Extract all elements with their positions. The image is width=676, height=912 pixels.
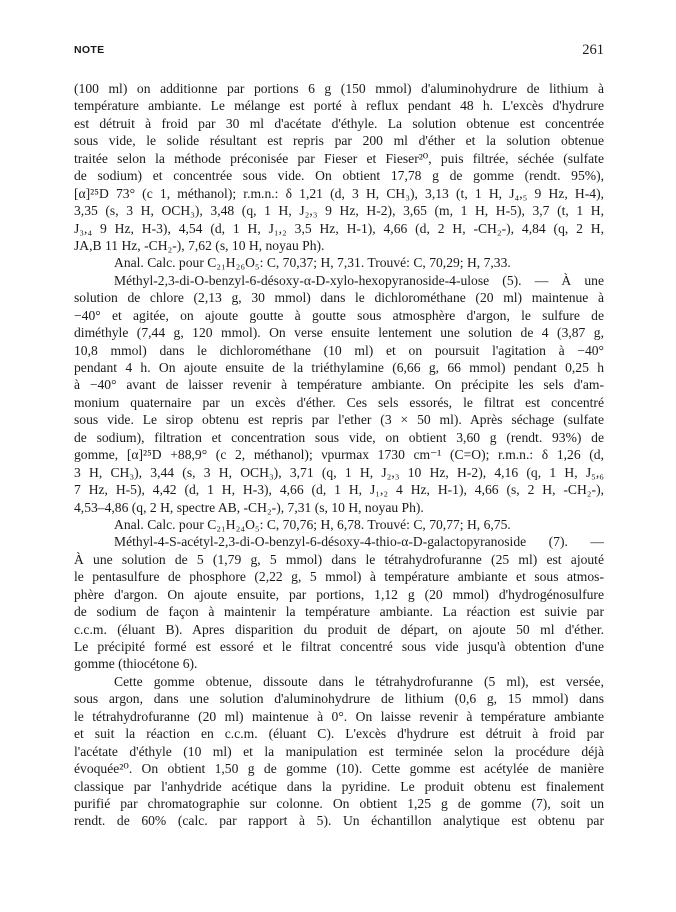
text-line: 7 Hz, H-5), 4,42 (d, 1 H, H-3), 4,66 (d, 1 H, J₁,₂ 4 Hz, H-1), 4,66 (s, 2 H, -CH₂-), bbox=[74, 482, 604, 498]
text-line: 3 H, CH₃), 3,44 (s, 3 H, OCH₃), 3,71 (q, 1 H, J₂,₃ 10 Hz, H-2), 4,16 (q, 1 H, J₅,₆ bbox=[74, 464, 604, 480]
text-line: l'acétate d'éthyle (10 ml) et la manipulation est terminée selon la procédure déjà bbox=[74, 743, 604, 759]
text-line: rendt. de 60% (calc. par rapport à 5). Un échantillon analytique est obtenu par bbox=[74, 813, 604, 829]
text-line: 4,53–4,86 (q, 2 H, spectre AB, -CH₂-), 7,31 (s, 10 H, noyau Ph). bbox=[74, 499, 424, 515]
text-line: et suit la réaction en c.c.m. (éluant C). L'excès d'hydrure est détruit à froid par bbox=[74, 726, 604, 742]
text-line: de sodium) et concentrée sous vide. On obtient 17,78 g de gomme (rendt. 95%), bbox=[74, 168, 604, 184]
text-line: Cette gomme obtenue, dissoute dans le tétrahydrofuranne (5 ml), est versée, bbox=[114, 673, 604, 689]
text-line: JA,B 11 Hz, -CH₂-), 7,62 (s, 10 H, noyau Ph). bbox=[74, 237, 325, 253]
text-line: phère d'argon. On ajoute ensuite, par portions, 1,12 g (20 mmol) d'hydrogénosulfure bbox=[74, 586, 604, 602]
text-line: Le précipité formé est essoré et le filtrat concentré sous vide jusqu'à obtention d'une bbox=[74, 639, 604, 654]
text-line: gomme, [α]²⁵D +88,9° (c 2, méthanol); νpurmax 1730 cm⁻¹ (C=O); r.m.n.: δ 1,26 (d, bbox=[74, 447, 604, 463]
text-line: le pentasulfure de phosphore (2,22 g, 5 mmol) à température ambiante et sous atmos- bbox=[74, 569, 604, 585]
page-header bbox=[74, 42, 604, 62]
text-line: sous argon, dans une solution d'aluminohydrure de lithium (0,6 g, 15 mmol) dans bbox=[74, 691, 604, 707]
body-text bbox=[74, 80, 604, 830]
text-line: Anal. Calc. pour C₂₁H₂₄O₅: C, 70,76; H, 6,78. Trouvé: C, 70,77; H, 6,75. bbox=[114, 516, 511, 532]
text-line: de sodium), filtration et concentration sous vide, on obtient 3,60 g (rendt. 93%) de bbox=[74, 429, 604, 445]
text-line: classique par l'anhydride acétique dans la pyridine. Le produit obtenu est finalement bbox=[74, 778, 604, 794]
text-line: [α]²⁵D 73° (c 1, méthanol); r.m.n.: δ 1,21 (d, 3 H, CH₃), 3,13 (t, 1 H, J₄,₅ 9 Hz, H-4), bbox=[74, 185, 604, 201]
text-line: sous vide. Le sirop obtenu est repris par l'ether (3 × 50 ml). Après séchage (sulfate bbox=[74, 412, 604, 428]
text-line: −40° et agitée, on ajoute goutte à goutte sous atmosphère d'argon, le sulfure de bbox=[74, 307, 604, 323]
text-line: Méthyl-2,3-di-O-benzyl-6-désoxy-α-D-xylo-hexopyranoside-4-ulose (5). — À une bbox=[114, 272, 604, 288]
text-line: 3,35 (s, 3 H, OCH₃), 3,48 (q, 1 H, J₂,₃ 9 Hz, H-2), 3,65 (m, 1 H, H-5), 3,7 (t, 1 H, bbox=[74, 203, 604, 219]
text-line: monium quaternaire par un excès d'éther. Ces sels essorés, le filtrat est concentré bbox=[74, 394, 604, 410]
text-line: est détruit à froid par 30 ml d'acétate d'éthyle. La solution obtenue est concentrée bbox=[74, 115, 604, 131]
text-line: de sodium de façon à maintenir la température ambiante. La réaction est suivie par bbox=[74, 604, 604, 620]
text-line: traitée selon la méthode préconisée par Fieser et Fieser²⁰, puis filtrée, séchée (sulfate bbox=[74, 150, 604, 166]
text-line: purifié par chromatographie sur colonne. On obtient 1,25 g de gomme (7), soit un bbox=[74, 795, 604, 811]
text-line: À une solution de 5 (1,79 g, 5 mmol) dans le tétrahydrofuranne (25 ml) est ajouté bbox=[74, 551, 604, 567]
page-number: 261 bbox=[582, 42, 604, 58]
text-line: le tétrahydrofuranne (20 ml) maintenue à 0°. On laisse revenir à température ambiante bbox=[74, 708, 604, 724]
text-line: température ambiante. Le mélange est porté à reflux pendant 48 h. L'excès d'hydrure bbox=[74, 98, 604, 114]
section-label: NOTE bbox=[74, 44, 105, 56]
text-line: 10,8 mmol) dans le dichlorométhane (10 ml) et on poursuit l'agitation à −40° bbox=[74, 342, 604, 358]
text-line: solution de chlore (2,13 g, 30 mmol) dans le dichlorométhane (20 ml) maintenue à bbox=[74, 290, 604, 306]
text-line: évoquée²⁰. On obtient 1,50 g de gomme (10). Cette gomme est acétylée de manière bbox=[74, 761, 604, 777]
text-line: sous vide, le solide résultant est repris par 200 ml d'éther et la solution obtenue bbox=[74, 133, 604, 149]
text-line: gomme (thiocétone 6). bbox=[74, 656, 198, 672]
text-line: J₃,₄ 9 Hz, H-3), 4,54 (d, 1 H, J₁,₂ 3,5 Hz, H-1), 4,66 (d, 2 H, -CH₂-), 4,84 (q, 2 H, bbox=[74, 220, 604, 236]
text-line: (100 ml) on additionne par portions 6 g (150 mmol) d'aluminohydrure de lithium à bbox=[74, 81, 604, 96]
text-line: à −40° avant de laisser revenir à température ambiante. On précipite les sels d'am- bbox=[74, 377, 604, 393]
text-line: Méthyl-4-S-acétyl-2,3-di-O-benzyl-6-désoxy-4-thio-α-D-galactopyranoside (7). — bbox=[114, 534, 604, 550]
text-line: pendant 4 h. On ajoute ensuite de la triéthylamine (6,66 g, 66 mmol) pendant 0,25 h bbox=[74, 360, 604, 375]
text-line: Anal. Calc. pour C₂₁H₂₆O₅: C, 70,37; H, 7,31. Trouvé: C, 70,29; H, 7,33. bbox=[114, 255, 511, 271]
text-line: c.c.m. (éluant B). Apres disparition du produit de départ, on ajoute 50 ml d'éther. bbox=[74, 621, 604, 637]
text-line: diméthyle (7,44 g, 120 mmol). On verse ensuite lentement une solution de 4 (3,87 g, bbox=[74, 325, 604, 341]
